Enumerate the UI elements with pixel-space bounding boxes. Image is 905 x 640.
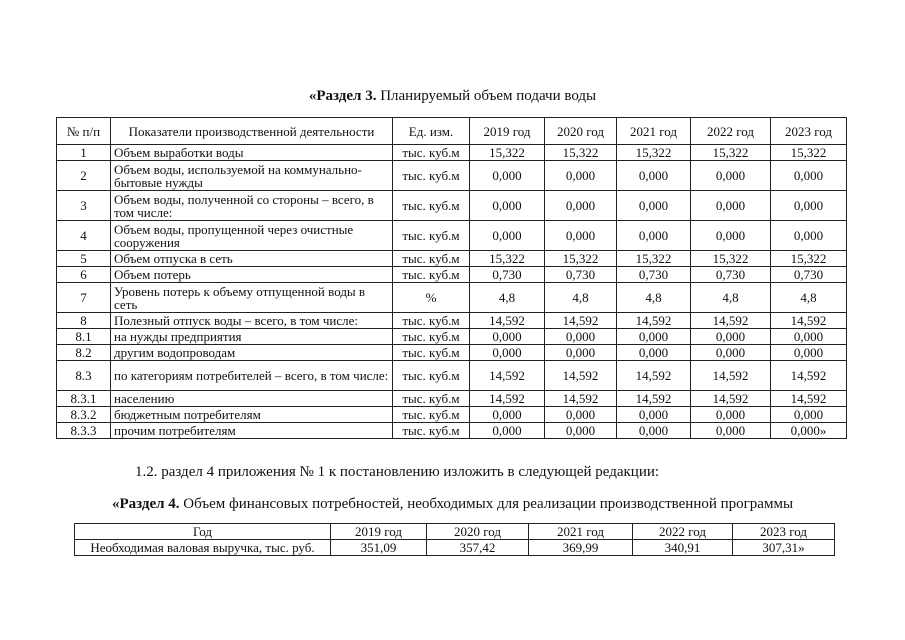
row-value-2023: 4,8 <box>771 283 847 313</box>
row-value-2023: 15,322 <box>771 145 847 161</box>
financial-needs-table <box>74 523 835 556</box>
section4-title-rest: Объем финансовых потребностей, необходимых для реализации производственной программы <box>179 496 794 512</box>
row-value-2022: 0,000 <box>691 329 771 345</box>
section4-title-bold: «Раздел 4. <box>111 496 180 512</box>
row-value-2019: 0,000 <box>470 221 545 251</box>
row-value-2023: 0,000 <box>771 407 847 423</box>
row-unit: тыс. куб.м <box>393 329 470 345</box>
table-row <box>57 361 847 391</box>
fin-row-label: Необходимая валовая выручка, тыс. руб. <box>75 540 331 556</box>
fin-header-2023: 2023 год <box>733 524 835 540</box>
row-value-2022: 0,730 <box>691 267 771 283</box>
table-row <box>57 145 847 161</box>
row-value-2019: 0,000 <box>470 329 545 345</box>
row-value-2021: 0,000 <box>617 161 691 191</box>
row-value-2022: 0,000 <box>691 345 771 361</box>
row-number: 8.3 <box>57 361 111 391</box>
row-indicator: Уровень потерь к объему отпущенной воды в сеть <box>111 283 393 313</box>
row-value-2023: 0,000 <box>771 329 847 345</box>
row-value-2020: 0,000 <box>545 423 617 439</box>
row-number: 8 <box>57 313 111 329</box>
row-unit: тыс. куб.м <box>393 361 470 391</box>
row-value-2019: 0,730 <box>470 267 545 283</box>
row-indicator: бюджетным потребителям <box>111 407 393 423</box>
row-indicator: Полезный отпуск воды – всего, в том числе: <box>111 313 393 329</box>
row-unit: тыс. куб.м <box>393 267 470 283</box>
fin-value-2020: 357,42 <box>427 540 529 556</box>
row-value-2023: 0,000» <box>771 423 847 439</box>
row-value-2019: 4,8 <box>470 283 545 313</box>
row-value-2019: 0,000 <box>470 161 545 191</box>
fin-header-year: Год <box>75 524 331 540</box>
row-number: 2 <box>57 161 111 191</box>
row-number: 8.3.3 <box>57 423 111 439</box>
fin-header-2022: 2022 год <box>633 524 733 540</box>
row-value-2022: 0,000 <box>691 221 771 251</box>
row-value-2022: 14,592 <box>691 361 771 391</box>
row-number: 3 <box>57 191 111 221</box>
row-value-2019: 0,000 <box>470 407 545 423</box>
row-number: 8.2 <box>57 345 111 361</box>
fin-header-2021: 2021 год <box>529 524 633 540</box>
row-value-2019: 15,322 <box>470 145 545 161</box>
row-number: 5 <box>57 251 111 267</box>
row-value-2019: 0,000 <box>470 345 545 361</box>
row-value-2023: 14,592 <box>771 391 847 407</box>
row-value-2020: 0,000 <box>545 407 617 423</box>
financial-table-header <box>75 524 835 540</box>
row-unit: тыс. куб.м <box>393 221 470 251</box>
row-indicator: на нужды предприятия <box>111 329 393 345</box>
row-indicator: другим водопроводам <box>111 345 393 361</box>
row-value-2022: 0,000 <box>691 407 771 423</box>
row-value-2022: 0,000 <box>691 423 771 439</box>
row-indicator: Объем воды, пропущенной через очистные сооружения <box>111 221 393 251</box>
row-unit: тыс. куб.м <box>393 191 470 221</box>
water-supply-table-header <box>57 118 847 145</box>
row-unit: тыс. куб.м <box>393 391 470 407</box>
row-indicator: Объем выработки воды <box>111 145 393 161</box>
row-indicator: Объем воды, полученной со стороны – всего, в том числе: <box>111 191 393 221</box>
row-indicator: Объем потерь <box>111 267 393 283</box>
row-unit: тыс. куб.м <box>393 251 470 267</box>
header-unit: Ед. изм. <box>393 118 470 145</box>
header-2023: 2023 год <box>771 118 847 145</box>
row-value-2020: 0,000 <box>545 345 617 361</box>
row-value-2022: 15,322 <box>691 145 771 161</box>
row-unit: % <box>393 283 470 313</box>
financial-table-row <box>75 540 835 556</box>
row-unit: тыс. куб.м <box>393 423 470 439</box>
row-value-2023: 0,730 <box>771 267 847 283</box>
row-value-2020: 15,322 <box>545 145 617 161</box>
header-2021: 2021 год <box>617 118 691 145</box>
row-value-2023: 14,592 <box>771 313 847 329</box>
row-value-2022: 0,000 <box>691 191 771 221</box>
row-indicator: прочим потребителям <box>111 423 393 439</box>
row-value-2021: 0,000 <box>617 221 691 251</box>
table-row <box>57 251 847 267</box>
header-2020: 2020 год <box>545 118 617 145</box>
amendment-paragraph: 1.2. раздел 4 приложения № 1 к постановлению изложить в следующей редакции: <box>135 464 660 480</box>
row-value-2022: 14,592 <box>691 313 771 329</box>
table-row <box>57 283 847 313</box>
table-row <box>57 161 847 191</box>
fin-value-2023: 307,31» <box>733 540 835 556</box>
row-value-2023: 0,000 <box>771 161 847 191</box>
row-unit: тыс. куб.м <box>393 345 470 361</box>
fin-header-2020: 2020 год <box>427 524 529 540</box>
row-value-2022: 15,322 <box>691 251 771 267</box>
row-indicator: по категориям потребителей – всего, в том числе: <box>111 361 393 391</box>
row-value-2021: 14,592 <box>617 361 691 391</box>
fin-value-2019: 351,09 <box>331 540 427 556</box>
row-unit: тыс. куб.м <box>393 161 470 191</box>
header-num: № п/п <box>57 118 111 145</box>
row-value-2019: 0,000 <box>470 191 545 221</box>
row-indicator: населению <box>111 391 393 407</box>
row-unit: тыс. куб.м <box>393 313 470 329</box>
row-value-2021: 15,322 <box>617 145 691 161</box>
section4-title <box>0 496 905 513</box>
row-value-2021: 0,000 <box>617 329 691 345</box>
row-unit: тыс. куб.м <box>393 407 470 423</box>
row-value-2021: 0,730 <box>617 267 691 283</box>
row-value-2020: 0,730 <box>545 267 617 283</box>
table-row <box>57 221 847 251</box>
table-row <box>57 391 847 407</box>
row-value-2019: 14,592 <box>470 361 545 391</box>
row-value-2023: 0,000 <box>771 221 847 251</box>
row-value-2021: 14,592 <box>617 391 691 407</box>
row-value-2021: 0,000 <box>617 423 691 439</box>
table-row <box>57 191 847 221</box>
fin-value-2021: 369,99 <box>529 540 633 556</box>
row-value-2023: 15,322 <box>771 251 847 267</box>
table-row <box>57 345 847 361</box>
header-indicator: Показатели производственной деятельности <box>111 118 393 145</box>
header-2022: 2022 год <box>691 118 771 145</box>
row-value-2021: 4,8 <box>617 283 691 313</box>
row-value-2021: 0,000 <box>617 191 691 221</box>
header-2019: 2019 год <box>470 118 545 145</box>
table-row <box>57 329 847 345</box>
table-row <box>57 267 847 283</box>
row-value-2020: 0,000 <box>545 161 617 191</box>
row-value-2021: 0,000 <box>617 345 691 361</box>
row-number: 1 <box>57 145 111 161</box>
row-value-2020: 4,8 <box>545 283 617 313</box>
row-value-2020: 14,592 <box>545 361 617 391</box>
fin-value-2022: 340,91 <box>633 540 733 556</box>
row-value-2019: 14,592 <box>470 391 545 407</box>
fin-header-2019: 2019 год <box>331 524 427 540</box>
section3-title-rest: Планируемый объем подачи воды <box>376 88 597 104</box>
row-number: 6 <box>57 267 111 283</box>
row-value-2021: 15,322 <box>617 251 691 267</box>
row-value-2020: 15,322 <box>545 251 617 267</box>
row-value-2020: 14,592 <box>545 313 617 329</box>
row-value-2020: 0,000 <box>545 191 617 221</box>
row-value-2023: 0,000 <box>771 191 847 221</box>
row-value-2022: 4,8 <box>691 283 771 313</box>
section3-title-bold: «Раздел 3. <box>308 88 377 104</box>
row-value-2020: 0,000 <box>545 329 617 345</box>
section3-title <box>0 88 905 105</box>
row-unit: тыс. куб.м <box>393 145 470 161</box>
table-row <box>57 313 847 329</box>
row-indicator: Объем воды, используемой на коммунально-бытовые нужды <box>111 161 393 191</box>
water-supply-table-body <box>57 145 847 439</box>
row-value-2023: 0,000 <box>771 345 847 361</box>
table-row <box>57 407 847 423</box>
row-value-2021: 0,000 <box>617 407 691 423</box>
row-value-2023: 14,592 <box>771 361 847 391</box>
row-value-2019: 0,000 <box>470 423 545 439</box>
row-value-2020: 14,592 <box>545 391 617 407</box>
table-row <box>57 423 847 439</box>
row-number: 7 <box>57 283 111 313</box>
row-number: 8.1 <box>57 329 111 345</box>
row-number: 8.3.1 <box>57 391 111 407</box>
row-indicator: Объем отпуска в сеть <box>111 251 393 267</box>
row-value-2022: 14,592 <box>691 391 771 407</box>
row-number: 8.3.2 <box>57 407 111 423</box>
row-value-2020: 0,000 <box>545 221 617 251</box>
row-value-2022: 0,000 <box>691 161 771 191</box>
row-value-2021: 14,592 <box>617 313 691 329</box>
row-value-2019: 15,322 <box>470 251 545 267</box>
row-value-2019: 14,592 <box>470 313 545 329</box>
water-supply-table <box>56 117 847 439</box>
row-number: 4 <box>57 221 111 251</box>
